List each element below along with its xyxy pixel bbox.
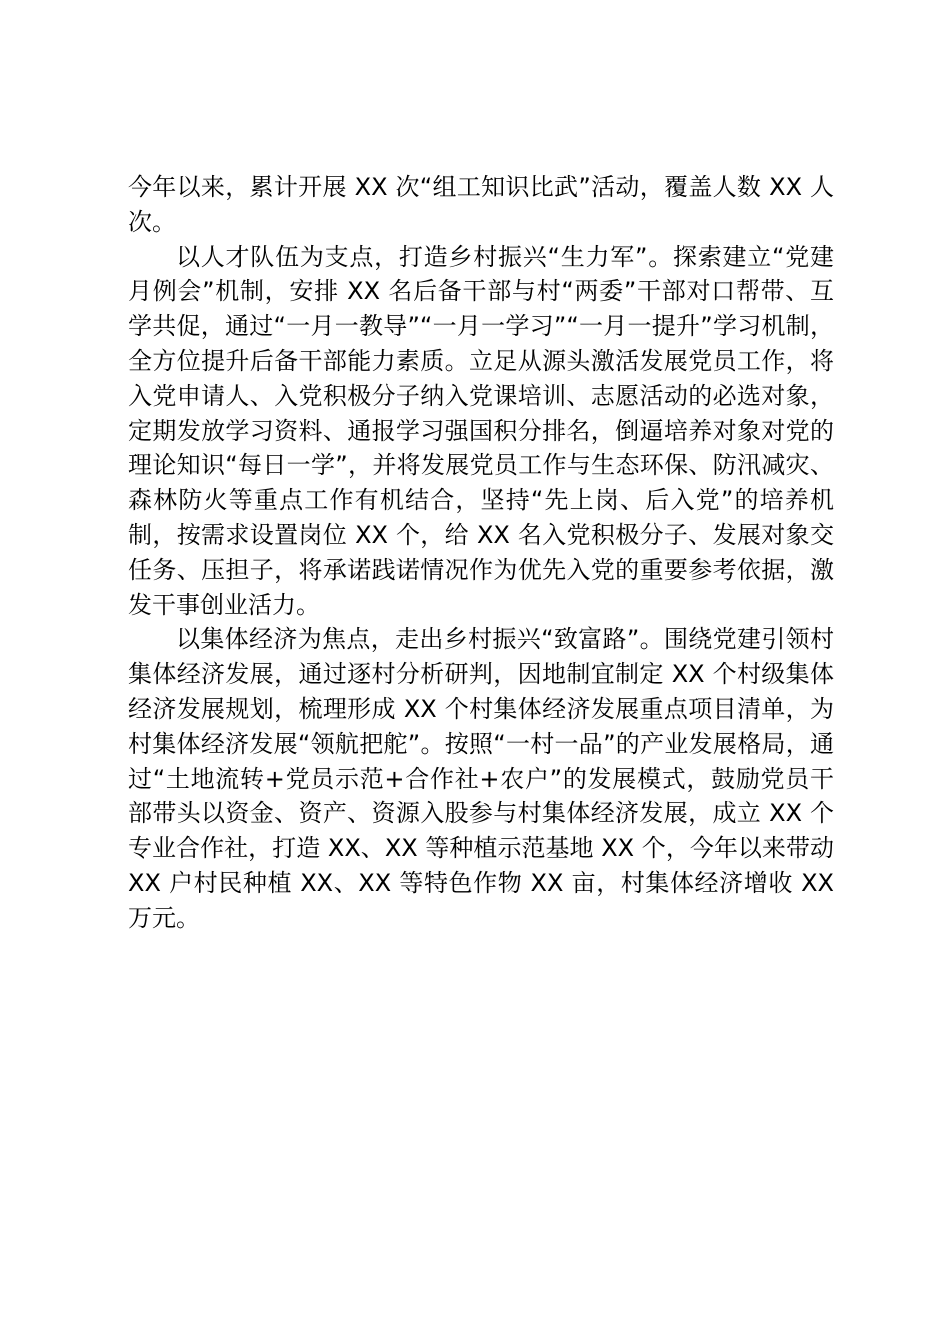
document-body bbox=[128, 170, 834, 936]
paragraph-collective-economy: 以集体经济为焦点，走出乡村振兴“致富路”。围绕党建引领村集体经济发展，通过逐村分析研判，因地制宜制定 XX 个村级集体经济发展规划，梳理形成 XX 个村集体经济发展重点项目清单，为村集体经济发展“领航把舵”。按照“一村一品”的产业发展格局，通过“土地流转+党员示范+合作社+农户”的发展模式，鼓励党员干部带头以资金、资产、资源入股参与村集体经济发展，成立 XX 个专业合作社，打造 XX、XX 等种植示范基地 XX 个，今年以来带动 XX 户村民种植 XX、XX 等特色作物 XX 亩，村集体经济增收 XX 万元。 bbox=[128, 625, 834, 932]
paragraph-continuation: 今年以来，累计开展 XX 次“组工知识比武”活动，覆盖人数 XX 人次。 bbox=[128, 173, 834, 236]
paragraph-talent-team: 以人才队伍为支点，打造乡村振兴“生力军”。探索建立“党建月例会”机制，安排 XX 名后备干部与村“两委”干部对口帮带、互学共促，通过“一月一教导”“一月一学习”“一月一提升”学习机制，全方位提升后备干部能力素质。立足从源头激活发展党员工作，将入党申请人、入党积极分子纳入党课培训、志愿活动的必选对象，定期发放学习资料、通报学习强国积分排名，倒逼培养对象对党的理论知识“每日一学”，并将发展党员工作与生态环保、防汛减灾、森林防火等重点工作有机结合，坚持“先上岗、后入党”的培养机制，按需求设置岗位 XX 个，给 XX 名入党积极分子、发展对象交任务、压担子，将承诺践诺情况作为优先入党的重要参考依据，激发干事创业活力。 bbox=[128, 242, 834, 619]
